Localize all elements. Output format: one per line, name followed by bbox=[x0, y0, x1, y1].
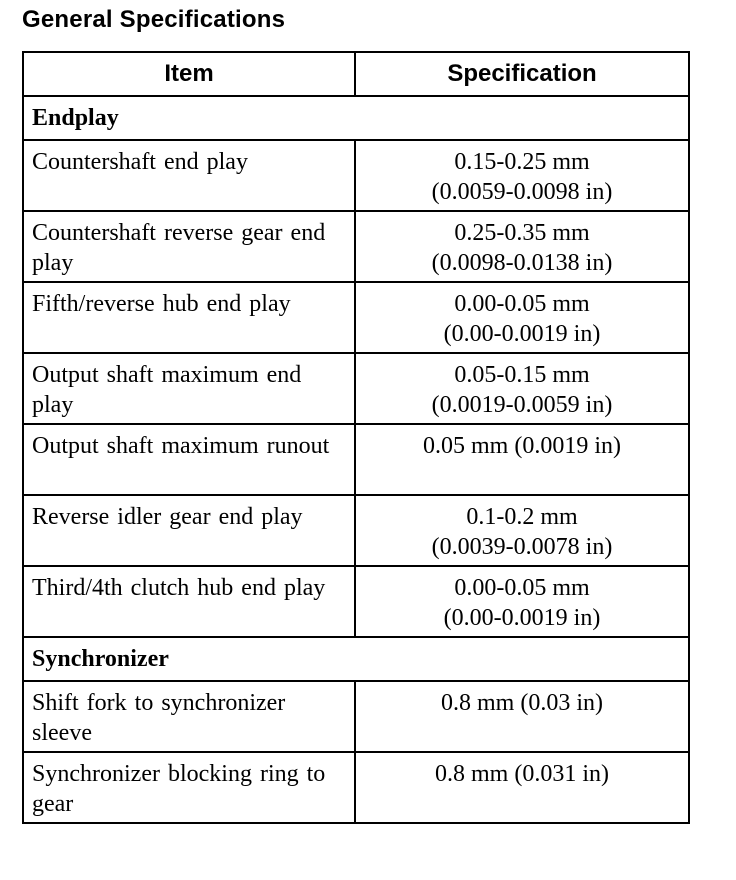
specification-cell bbox=[355, 566, 689, 637]
specification-cell bbox=[355, 282, 689, 353]
section-heading: Endplay bbox=[23, 96, 689, 140]
table-row bbox=[23, 211, 689, 282]
specification-cell bbox=[355, 424, 689, 495]
table-row bbox=[23, 353, 689, 424]
table-row bbox=[23, 140, 689, 211]
section-heading: Synchronizer bbox=[23, 637, 689, 681]
item-cell: Reverse idler gear end play bbox=[23, 495, 355, 566]
specification-value: (0.0059-0.0098 in) bbox=[431, 179, 613, 205]
specification-value: 0.00-0.05 mm bbox=[454, 575, 590, 601]
table-row bbox=[23, 752, 689, 823]
table-row bbox=[23, 681, 689, 752]
specification-value: 0.8 mm (0.031 in) bbox=[435, 761, 609, 787]
column-header-item: Item bbox=[23, 52, 355, 96]
specification-value: 0.00-0.05 mm bbox=[454, 291, 590, 317]
specification-value: 0.05 mm (0.0019 in) bbox=[423, 433, 621, 459]
specification-value: (0.00-0.0019 in) bbox=[443, 321, 601, 347]
table-row bbox=[23, 566, 689, 637]
section-row bbox=[23, 637, 689, 681]
table-row bbox=[23, 495, 689, 566]
table-body bbox=[23, 96, 689, 823]
specification-cell bbox=[355, 681, 689, 752]
specification-cell bbox=[355, 353, 689, 424]
item-cell: Countershaft reverse gear end play bbox=[23, 211, 355, 282]
table-row bbox=[23, 424, 689, 495]
item-cell: Output shaft maximum runout bbox=[23, 424, 355, 495]
specification-value: 0.25-0.35 mm bbox=[454, 220, 590, 246]
specification-value: (0.00-0.0019 in) bbox=[443, 605, 601, 631]
specification-value: 0.15-0.25 mm bbox=[454, 149, 590, 175]
item-cell: Fifth/reverse hub end play bbox=[23, 282, 355, 353]
item-cell: Countershaft end play bbox=[23, 140, 355, 211]
specification-cell bbox=[355, 211, 689, 282]
specification-cell bbox=[355, 752, 689, 823]
table-header-row bbox=[23, 52, 689, 96]
specification-value: (0.0098-0.0138 in) bbox=[431, 250, 613, 276]
item-cell: Third/4th clutch hub end play bbox=[23, 566, 355, 637]
table-row bbox=[23, 282, 689, 353]
specification-value: 0.05-0.15 mm bbox=[454, 362, 590, 388]
specification-cell bbox=[355, 495, 689, 566]
section-row bbox=[23, 96, 689, 140]
specification-value: (0.0019-0.0059 in) bbox=[431, 392, 613, 418]
specification-value: 0.8 mm (0.03 in) bbox=[441, 690, 603, 716]
column-header-specification: Specification bbox=[355, 52, 689, 96]
specification-value: (0.0039-0.0078 in) bbox=[431, 534, 613, 560]
item-cell: Shift fork to synchronizer sleeve bbox=[23, 681, 355, 752]
item-cell: Synchronizer blocking ring to gear bbox=[23, 752, 355, 823]
specification-cell bbox=[355, 140, 689, 211]
item-cell: Output shaft maximum end play bbox=[23, 353, 355, 424]
page-title: General Specifications bbox=[22, 6, 286, 33]
specifications-table bbox=[22, 51, 690, 824]
specification-value: 0.1-0.2 mm bbox=[466, 504, 578, 530]
